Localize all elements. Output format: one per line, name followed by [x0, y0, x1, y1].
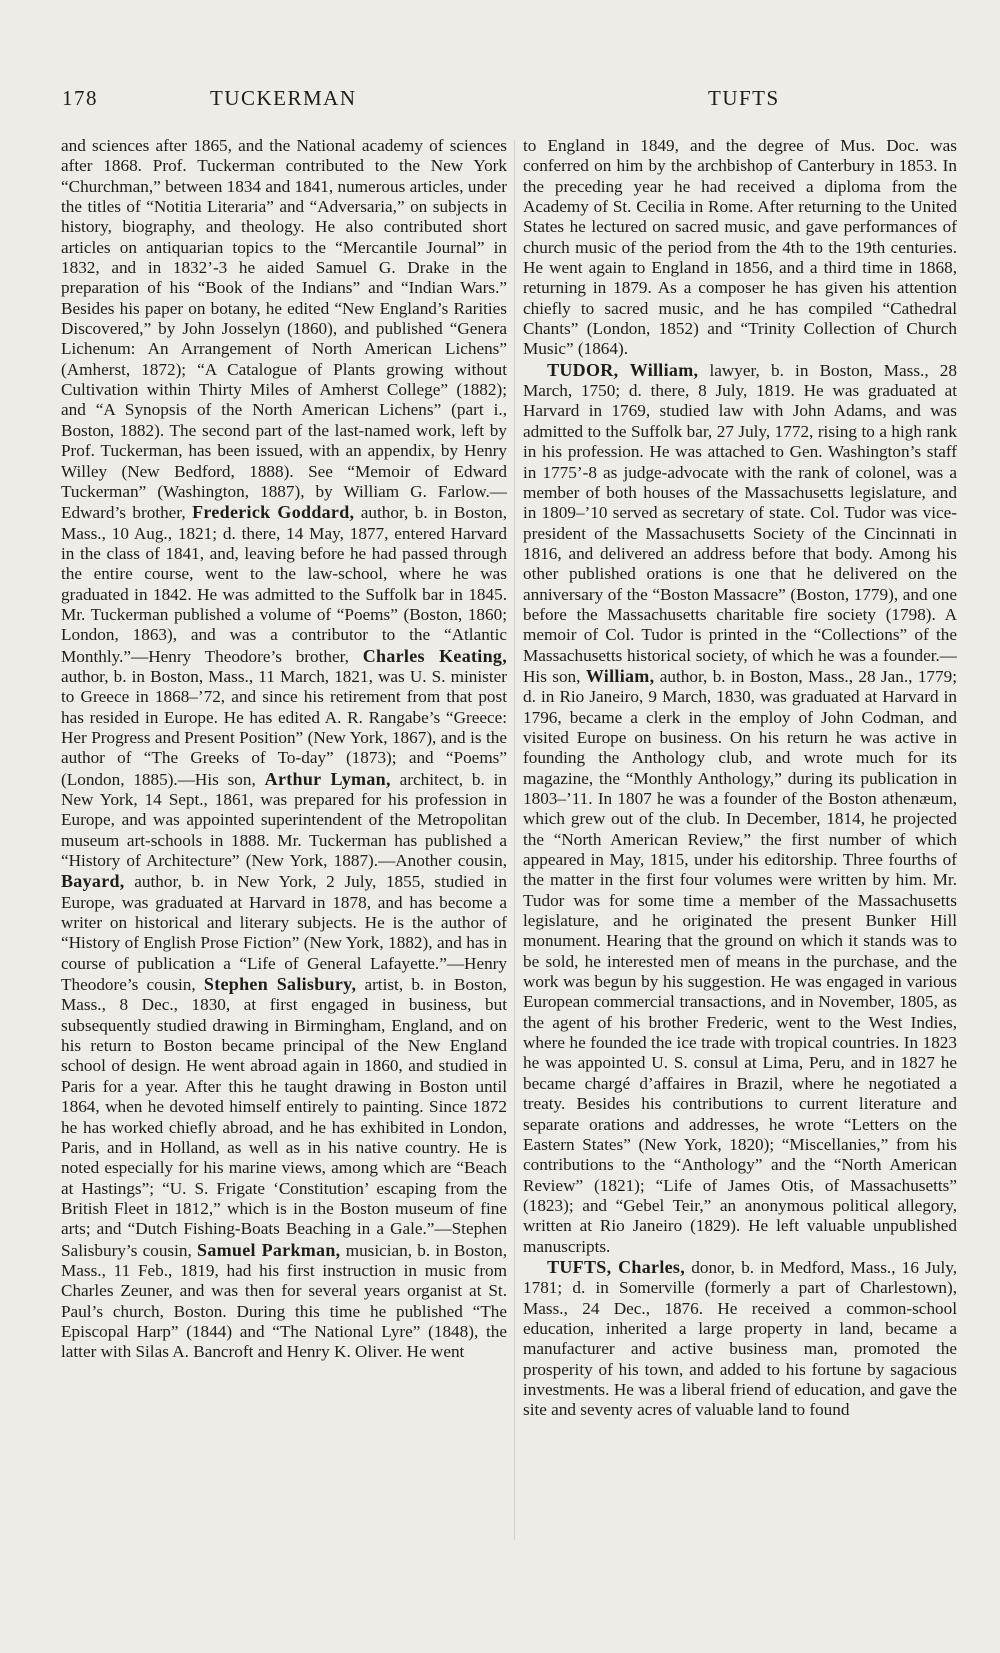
body-text: and sciences after 1865, and the National academy of sciences after 1868. Prof. Tuckerman contributed to the New York “Churchman,” between 1834 and 1841, numerous articles, under the titles of “Notitia Literaria” and “Adversaria,” on subjects in history, biography, and theology. He also contributed short articles on antiquarian topics to the “Mercantile Journal” in 1832, and in 1832’-3 he aided Samuel G. Drake in the preparation of his “Book of the Indians” and “Indian Wars.” Besides his paper on botany, he edited “New England’s Rarities Discovered,” by John Josselyn (1860), and published “Genera Lichenum: An Arrangement of North American Lichens” (Amherst, 1872); “A Catalogue of Plants growing without Cultivation within Thirty Miles of Amherst College” (1882); and “A Synopsis of the North American Lichens” (part i., Boston, 1882). The second part of the last-named work, left by Prof. Tuckerman, has been issued, with an appendix, by Henry Willey (New Bedford, 1888). See “Memoir of Edward Tuckerman” (Washington, 1887), by William G. Farlow.—Edward’s brother,: [61, 136, 507, 523]
tudor-entry-paragraph: [523, 360, 957, 1257]
body-text: musician, b. in Boston, Mass., 11 Feb., 1819, had his first instruction in music from Charles Zeuner, and was then for several years organist at St. Paul’s church, Boston. During this time he published “The Episcopal Harp” (1844) and “The National Lyre” (1848), the latter with Silas A. Bancroft and Henry K. Oliver. He went: [61, 1240, 507, 1362]
left-column: [61, 136, 507, 1546]
page-number: 178: [62, 86, 98, 110]
left-running-heading: TUCKERMAN: [210, 86, 357, 110]
right-running-heading: TUFTS: [708, 86, 780, 110]
continuation-paragraph: to England in 1849, and the degree of Mus. Doc. was conferred on him by the archbishop of Canterbury in 1853. In the preceding year he had received a diploma from the Academy of St. Cecilia in Rome. After returning to the United States he lectured on sacred music, and gave performances of church music of the period from the 4th to the 19th centuries. He went again to England in 1856, and a third time in 1868, returning in 1879. As a composer he has given his attention chiefly to sacred music, and he has compiled “Cathedral Chants” (London, 1852) and “Trinity Collection of Church Music” (1864).: [523, 136, 957, 359]
entry-name-frederick-goddard: Frederick Goddard,: [192, 502, 355, 523]
entry-name-charles-keating: Charles Keating,: [362, 645, 507, 666]
right-column: [523, 136, 957, 1546]
body-text: artist, b. in Boston, Mass., 8 Dec., 1830, at first engaged in business, but subsequently studied drawing in Birmingham, England, and on his return to Boston became principal of the New England school of design. He went abroad again in 1860, and studied in Paris for a year. After this he taught drawing in Boston until 1864, when he devoted himself entirely to painting. Since 1872 he has worked chiefly abroad, and he has exhibited in London, Paris, and in Holland, as well as in his native country. He is noted especially for his marine views, among which are “Beach at Hastings”; “U. S. Frigate ‘Constitution’ escaping from the British Fleet in 1812,” which is in the Boston museum of fine arts; and “Dutch Fishing-Boats Beaching in a Gale.”—Stephen Salisbury’s cousin,: [61, 975, 507, 1260]
tuckerman-family-paragraph: [61, 136, 507, 1363]
entry-name-samuel-parkman: Samuel Parkman,: [197, 1239, 341, 1260]
body-text: author, b. in New York, 2 July, 1855, studied in Europe, was graduated at Harvard in 1878, and has become a writer on historical and literary subjects. He is the author of “History of English Prose Fiction” (New York, 1882), and has in course of publication a “Life of General Lafayette.”—Henry Theodore’s cousin,: [61, 872, 507, 995]
body-text: lawyer, b. in Boston, Mass., 28 March, 1750; d. there, 8 July, 1819. He was graduated at Harvard in 1769, studied law with John Adams, and was admitted to the Suffolk bar, 27 July, 1772, rising to a high rank in his profession. He was attached to Gen. Washington’s staff in 1775’-8 as judge-advocate with the rank of colonel, was a member of both houses of the Massachusetts legislature, and in 1809–’10 served as secretary of state. Col. Tudor was vice-president of the Massachusetts Society of the Cincinnati in 1816, and delivered an address before that body. Among his other published orations is one that he delivered on the anniversary of the “Boston Massacre” (Boston, 1779), and one before the Massachusetts charitable fire society (1798). A memoir of Col. Tudor is printed in the “Collections” of the Massachusetts historical society, of which he was a founder.—His son,: [523, 360, 957, 686]
body-text: donor, b. in Medford, Mass., 16 July, 1781; d. in Somerville (formerly a part of Charlestown), Mass., 24 Dec., 1876. He received a common-school education, inherited a large property in land, became a manufacturer and active business man, promoted the prosperity of his town, and added to his fortune by sagacious investments. He was a liberal friend of education, and gave the site and seventy acres of valuable land to found: [523, 1257, 957, 1420]
entry-name-charles-tufts: TUFTS, Charles,: [547, 1256, 686, 1277]
running-head: [0, 86, 1000, 116]
tufts-entry-paragraph: [523, 1257, 957, 1421]
column-divider: [514, 140, 515, 1540]
entry-name-william-tudor: TUDOR, William,: [547, 359, 699, 380]
body-text: author, b. in Boston, Mass., 10 Aug., 1821; d. there, 14 May, 1877, entered Harvard in the class of 1841, and, leaving before he had passed through the entire course, went to the law-school, where he was graduated in 1842. He was admitted to the Suffolk bar in 1845. Mr. Tuckerman published a volume of “Poems” (Boston, 1860; London, 1863), and was a contributor to the “Atlantic Monthly.”—Henry Theodore’s brother,: [61, 503, 507, 666]
body-text: author, b. in Boston, Mass., 28 Jan., 1779; d. in Rio Janeiro, 9 March, 1830, was graduated at Harvard in 1796, became a clerk in the employ of John Codman, and visited Europe on business. On his return he was active in founding the Anthology club, and wrote much for its magazine, the “Monthly Anthology,” during its publication in 1803–’11. In 1807 he was a founder of the Boston athenæum, which grew out of the club. In December, 1814, he projected the “North American Review,” the first number of which appeared in May, 1815, under his editorship. Three fourths of the matter in the first four volumes were written by him. Mr. Tudor was for some time a member of the Massachusetts legislature, and he originated the present Bunker Hill monument. Hearing that the ground on which it stands was to be sold, he interested men of means in the purchase, and the work was begun by his suggestion. He was engaged in various European commercial transactions, and in November, 1805, as the agent of his brother Frederic, went to the West Indies, where he founded the ice trade with tropical countries. In 1823 he was appointed U. S. consul at Lima, Peru, and in 1827 he became chargé d’affaires in Brazil, where he negotiated a treaty. Besides his contributions to current literature and separate orations and addresses, he wrote “Letters on the Eastern States” (New York, 1820); “Miscellanies,” from his contributions to the “Anthology” and the “North American Review” (1821); “Life of James Otis, of Massachusetts” (1823); and “Gebel Teir,” an anonymous political allegory, written at Rio Janeiro (1829). He left valuable unpublished manuscripts.: [523, 666, 957, 1256]
entry-name-arthur-lyman: Arthur Lyman,: [264, 768, 391, 789]
entry-name-stephen-salisbury: Stephen Salisbury,: [203, 974, 357, 995]
entry-name-william: William,: [585, 665, 655, 686]
body-text: author, b. in Boston, Mass., 11 March, 1821, was U. S. minister to Greece in 1868–’72, and since his retirement from that post has resided in Europe. He has edited A. R. Rangabe’s “Greece: Her Progress and Present Position” (New York, 1867), and is the author of “The Greeks of To-day” (1873); and “Poems” (London, 1885).—His son,: [61, 666, 507, 789]
entry-name-bayard: Bayard,: [61, 871, 125, 892]
body-text: architect, b. in New York, 14 Sept., 1861, was prepared for his profession in Europe, and was appointed superintendent of the Metropolitan museum art-schools in 1888. Mr. Tuckerman has published a “History of Architecture” (New York, 1887).—Another cousin,: [61, 769, 507, 871]
